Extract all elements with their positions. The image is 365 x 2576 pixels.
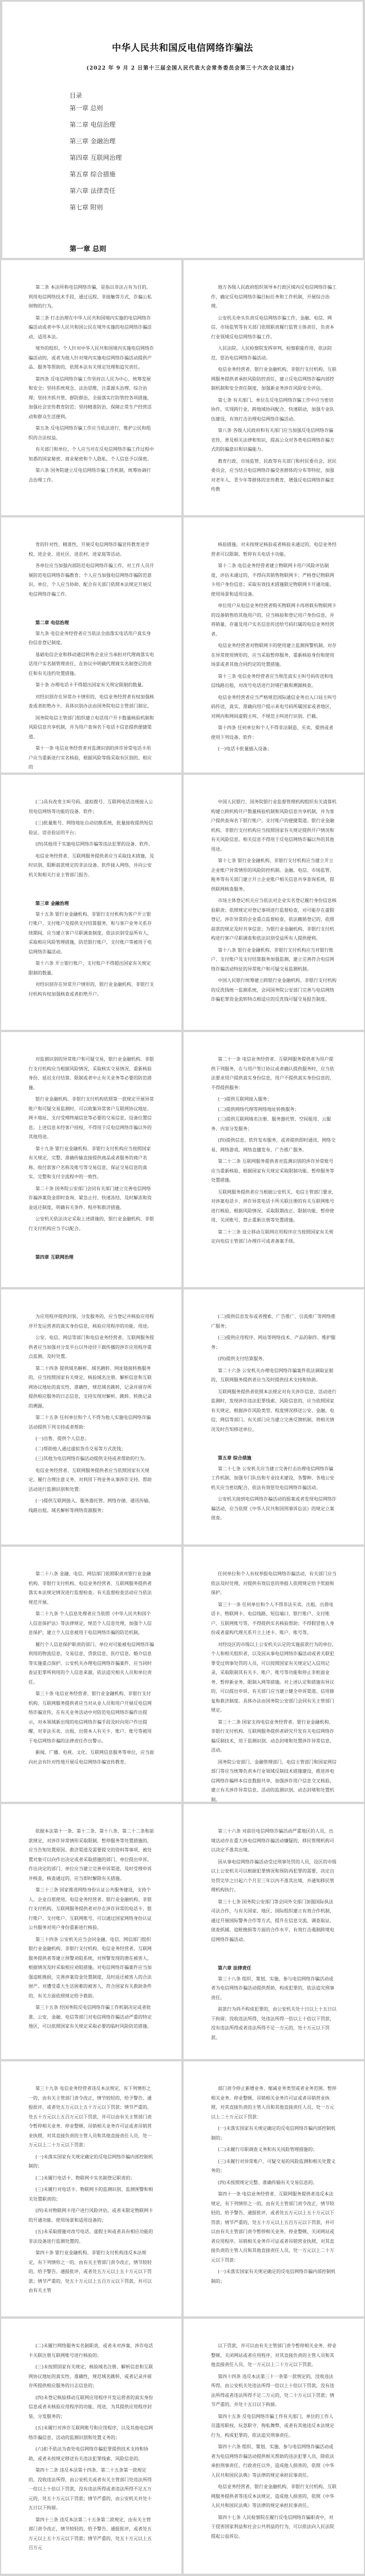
document-subtitle: (2022 年 9 月 2 日第十三届全国人民代表大会常务委员会第三十六次会议通过) bbox=[86, 66, 295, 71]
article-paragraph: (六)拒不依法为查处电信网络诈骗犯罪提供技术支持和协助，或者未按规定移送有关违法犯罪线索、风险信息的。 bbox=[29, 2446, 149, 2461]
chapter-heading: 第一章 总则 bbox=[70, 245, 107, 253]
article-paragraph: (五)未履行对涉诈互联网账号和应用程序，以及其他电信网络诈骗信息、活动的监测识别和处置义务的； bbox=[29, 2425, 153, 2440]
article-paragraph: (三)提供互联网域名注册、服务器托管、空间租用、云服务、内容分发服务； bbox=[211, 1117, 331, 1131]
article-paragraph: 对监测识别的异常账户和可疑交易，银行业金融机构、非银行支付机构应当根据风险情况，采取核实交易情况、重新核验身份、延迟支付结算、限制或者中止有关业务等必要的防范措施。 bbox=[29, 1057, 154, 1090]
article-paragraph: 前款行为尚不构成犯罪的，由公安机关处十日以上十五日以下拘留；没收违法所得，处违法所得一倍以上十倍以下罚款，没有违法所得或者违法所得不足一万元的，处十万元以下罚款。 bbox=[211, 2007, 336, 2040]
article-paragraph: 第四十三条 违反本法第二十五条第二款规定，由有关主管部门责令改正，情节较轻的，给予警告、通报批评，或者处五万元以上五十万元以下罚款；情节严重的，处五十万元以上五百万元 bbox=[29, 2517, 152, 2550]
article-paragraph: (二)未履行尽职调查义务和有关风险管理措施的； bbox=[218, 2147, 318, 2152]
article-paragraph: 第八条 各级人民政府和有关部门应当加强反电信网络诈骗宣传，普及相关法律和知识，提高公众对各类电信网络诈骗方式的防骗意识和识骗能力。 bbox=[211, 428, 334, 452]
article-paragraph: 第十四条 任何单位和个人不得非法制造、买卖、提供或者使用下列设备、软件： bbox=[211, 725, 334, 740]
article-paragraph: 电信业务经营者、银行业金融机构、非银行支付机构、互联网服务提供者等违反本法规定，造成他人损害的，依照《中华人民共和国民法典》等法律的规定承担民事责任。 bbox=[211, 2484, 336, 2508]
article-paragraph: (三)未按照国家有关规定，核验域名注册、解析信息和互联网协议地址的真实性、准确性，规范域名跳转，或者记录并留存所提供相应服务的日志信息的； bbox=[29, 2364, 153, 2388]
document-page bbox=[1, 517, 181, 773]
toc-item: 第二章 电信治理 bbox=[70, 121, 116, 128]
article-paragraph: 第十一条 电信业务经营者对监测识别的涉诈异常电话卡用户应当重新进行实名核验，根据风险等级采取有区别的、相应的 bbox=[29, 746, 152, 770]
article-paragraph: (二)未履行电话卡、物联网卡实名制登记职责的； bbox=[35, 2175, 135, 2181]
article-paragraph: 对经设区的市级以上公安机关认定的实施前款行为的单位、个人和相关组织者，以及因从事电信网络诈骗活动或者关联犯罪受过刑事处罚的人员，可以按照国家有关规定记入信用记录，采取限制其有关卡、账户、账号等功能和停止非柜面业务、暂停新业务、限制入网等措施。对上述认定和措施有异议的，可以提出申诉，有关部门应当建立健全申诉渠道、信用修复和救济制度。具体办法由国务院公安部门会同有关主管部门规定。 bbox=[211, 1641, 336, 1713]
article-paragraph: 第六条 国务院建立反电信网络诈骗工作机制，统筹协调打击治理工作。 bbox=[29, 468, 151, 483]
document-page bbox=[184, 1032, 364, 1287]
document-page bbox=[1, 1547, 181, 1802]
document-page bbox=[1, 2061, 181, 2316]
article-paragraph: 第十七条 银行业金融机构、非银行支付机构应当建立开立企业账户异常情形的风险防控机制。金融、电信、市场监管、税务等有关部门建立开立企业账户相关信息共享查询系统，提供联网核查服务。 bbox=[211, 858, 334, 892]
article-paragraph: 第三十二条 国家支持电信业务经营者、银行业金融机构、非银行支付机构、互联网服务提供者研究开发有关电信网络诈骗反制技术，用于监测识别、动态封堵和处置涉诈异常信息、活动。 bbox=[211, 1719, 334, 1753]
document-page bbox=[184, 1547, 364, 1802]
page-row bbox=[0, 2061, 365, 2316]
article-paragraph: 第十八条 银行业金融机构、非银行支付机构应当对银行账户、支付账户及支付结算服务加强监测，建立完善符合电信网络诈骗活动特征的异常账户和可疑交易监测机制。 bbox=[211, 947, 334, 972]
document-page bbox=[184, 1289, 364, 1544]
page-row bbox=[0, 1547, 365, 1802]
article-paragraph: 地方各级人民政府组织领导本行政区域内反电信网络诈骗工作，确定反电信网络诈骗目标任务和工作机制，开展综合治理。 bbox=[211, 285, 336, 309]
toc-item: 第三章 金融治理 bbox=[70, 138, 116, 145]
article-paragraph: 第二十二条 互联网服务提供者对监测识别的涉诈异常账号应当重新核验，根据国家有关规定采取限制功能、暂停服务等处置措施。 bbox=[211, 1159, 334, 1183]
document-page bbox=[1, 1032, 181, 1287]
article-paragraph: 有关部门和单位、个人应当对在反电信网络诈骗工作过程中知悉的国家秘密、商业秘密和个人隐私、个人信息予以保密。 bbox=[29, 447, 154, 462]
article-paragraph: 互联网服务提供者依照本法规定对有关涉诈信息、活动进行监测时，发现涉诈违法犯罪线索、风险信息的，应当依照国家有关规定，根据涉诈风险类型、程度情况移送公安、金融、电信、网信等部门。有关部门应当建立完善反馈机制，将相关情况及时告知移送单位。 bbox=[211, 1389, 336, 1432]
title-page bbox=[2, 2, 363, 258]
article-paragraph: 第三十条 电信业务经营者、银行业金融机构、非银行支付机构、互联网服务提供者应当对从业人员和用户开展反电信网络诈骗宣传，在有关业务活动中对防范电信网络诈骗作出提示，对本领域新出现的电信网络诈骗手段及时向用户作出提醒，对非法买卖、出租、出借本人有关卡、账户、账号等被用于电信网络诈骗的法律责任作出警示。 bbox=[29, 1691, 152, 1744]
article-paragraph: 第二十九条 个人信息处理者应当依照《中华人民共和国个人信息保护法》等法律规定，规范个人信息处理，加强个人信息保护，建立个人信息被用于电信网络诈骗的防范机制。 bbox=[29, 1611, 152, 1635]
article-paragraph: 第九条 电信业务经营者应当依法全面落实电话用户真实身份信息登记制度。 bbox=[29, 630, 151, 645]
article-paragraph: 育的针对性、精准性，开展反电信网络诈骗宣传教育进学校、进企业、进社区、进农村、进家庭等活动。 bbox=[29, 542, 149, 557]
chapter-heading: 第六章 法律责任 bbox=[218, 1966, 252, 1971]
article-paragraph: (四)提供支付结算服务。 bbox=[218, 1356, 267, 1361]
document-page bbox=[1, 1804, 181, 2059]
article-paragraph: (二)提供网络代理等网络地址转换服务； bbox=[218, 1106, 299, 1112]
article-paragraph: 第七条 有关部门、单位在反电信网络诈骗工作中应当密切协作，实现跨行业、跨地域协同配合、快速联动，加强专业队伍建设，有效打击治理电信网络诈骗活动。 bbox=[211, 397, 334, 422]
article-paragraph: 各单位应当加强内部防范电信网络诈骗工作，对工作人员开展防范电信网络诈骗教育；个人应当加强电信网络诈骗防范意识。单位、个人应当协助、配合有关部门依照本法规定开展反电信网络诈骗工作。 bbox=[29, 563, 154, 597]
article-paragraph: (四)未对物联网卡用户进行风险评估，或者未限定物联网卡的开通功能、使用场景和适用设备的； bbox=[29, 2208, 153, 2223]
page-row bbox=[0, 2319, 365, 2574]
article-paragraph: (一)未落实国家有关规定确定的反电信网络诈骗内部控制机制的； bbox=[29, 2154, 153, 2169]
article-paragraph: (一)未落实国家有关规定确定的反电信网络诈骗内部控制机制的； bbox=[211, 2269, 336, 2284]
document-page bbox=[184, 2319, 364, 2574]
article-paragraph: 第二十七条 公安机关应当建立完善打击治理电信网络诈骗工作机制，加强专门队伍和专业技术建设，各警种、各地公安机关应当密切配合，依法有效惩处电信网络诈骗活动。 bbox=[211, 1466, 334, 1490]
article-paragraph: 电信业务经营者应当严格规范国际通信业务出入口局主叫号码传送，真实、准确向用户提示来电号码所属国家或者地区，对网内和网间虚假主叫、不规范主叫进行识别、拦截。 bbox=[211, 694, 336, 719]
article-paragraph: 履行个人信息保护职责的部门、单位对可能被电信网络诈骗利用的物流信息、交易信息、贷款信息、医疗信息、婚介信息等实施重点保护。公安机关办理电信网络诈骗案件，应当同时查证犯罪所利用的个人信息来源，依法追究相关人员和单位责任。 bbox=[29, 1641, 154, 1685]
article-paragraph: 因从事电信网络诈骗活动受过刑事处罚的人员，设区的市级以上公安机关可以根据犯罪情况和预防再犯罪的需要，决定自处罚完毕之日起六个月至三年以内不准其出境，并通知移民管理机构执行。 bbox=[211, 1859, 336, 1892]
document-page bbox=[1, 260, 181, 515]
article-paragraph: 公安、电信、网信等部门和电信业务经营者、互联网服务提供者应当加强对分发平台以外途径下载传播的涉诈应用程序重点监测、及时处置。 bbox=[29, 1335, 154, 1359]
article-paragraph: 第十三条 电信业务经营者应当规范真实主叫号码传送和电信线路出租，对改号电话进行封堵拦截和溯源核查。 bbox=[211, 673, 334, 688]
article-paragraph: 第三十四条 公安机关应当会同金融、电信、网信部门组织银行业金融机构、非银行支付机构、电信业务经营者、互联网服务提供者等建立预警劝阻系统，对预警发现的潜在被害人，根据情况及时采取相应劝阻措施。对电信网络诈骗案件应当加强追赃挽损，完善涉案资金处置制度，及时返还被害人的合法财产。对遭受重大生活困难的被害人，符合国家有关救助条件的，有关方面依照规定给予救助。 bbox=[29, 1936, 152, 1999]
page-row bbox=[0, 1289, 365, 1544]
article-paragraph: 电信业务经营者、互联网服务提供者应当依照国家有关规定，履行合理注意义务，对利用下列业务从事涉诈支持、帮助活动进行监测识别和处置： bbox=[29, 1467, 152, 1492]
article-paragraph: 第十条 办理电话卡不得超出国家有关规定限制的数量。 bbox=[35, 682, 147, 688]
article-paragraph: 对经识别存在异常办卡情形的，电信业务经营者有权加强核查或者拒绝办卡。具体识别办法由国务院电信主管部门制定。 bbox=[29, 694, 154, 709]
article-paragraph: 第三十七条 国务院公安部门等会同外交部门加强国际执法司法合作，与有关国家、地区、国际组织建立有效合作机制，通过开展国际警务合作等方式，提升在信息交流、调查取证、侦查抓捕、追赃挽损等方面的合作水平，有效打击遏制跨境电信网络诈骗活动。 bbox=[211, 1899, 334, 1942]
article-paragraph: (三)其他为电信网络诈骗活动提供支持或者帮助的行为。 bbox=[35, 1456, 149, 1461]
article-paragraph: 国务院公安部门、金融管理部门、电信主管部门和国家网信部门等应当统筹负责本行业领域反制技术措施建设，推进涉电信网络诈骗样本信息数据共享，加强涉诈用户信息交叉核验，建立有关涉诈异常信息、活动的监测识别、动态封堵和处置机制。 bbox=[211, 1759, 336, 1802]
toc-item: 第七章 附则 bbox=[70, 204, 103, 211]
article-paragraph: (二)帮助他人通过虚拟货币交易等方式洗钱； bbox=[35, 1446, 126, 1451]
article-paragraph: 依据本法第十一条、第十二条、第十八条、第二十二条和前款规定，对涉诈异常情形采取限制、暂停服务等处置措施的，应当告知处置原因、救济渠道及需要提交的资料等事项，被处置对象可以向作出决定或者采取措施的部门、单位提出申诉。作出决定的部门、单位应当建立完善申诉渠道，及时受理申诉并核查，核查通过的，应当即时解除有关措施。 bbox=[29, 1829, 154, 1881]
document-page bbox=[184, 260, 364, 515]
document-page bbox=[184, 2061, 364, 2316]
article-paragraph: 第二十六条 公安机关办理电信网络诈骗案件依法调取证据的，互联网服务提供者应当及时提供技术支持和协助。 bbox=[211, 1368, 334, 1382]
article-paragraph: 基础电信企业和移动通信转售企业应当承担对代理商落实电话用户实名制管理责任，在协议中明确代理商实名制登记的责任和有关违约处置措施。 bbox=[29, 652, 154, 676]
table-of-contents bbox=[70, 91, 122, 220]
document-page bbox=[184, 775, 364, 1030]
article-paragraph: 以下罚款，并可以由有关主管部门责令暂停相关业务、停业整顿、关闭网站或者应用程序，对其直接负责的主管人员和其他直接责任人员，处一万元以上二十万元以下罚款。 bbox=[211, 2343, 336, 2367]
article-paragraph: 公安机关接到电信网络诈骗活动的报案或者发现电信网络诈骗活动，应当依照《中华人民共和国刑事诉讼法》的规定立案侦查。 bbox=[211, 1497, 336, 1520]
toc-item: 第五章 综合措施 bbox=[70, 171, 116, 178]
document-page bbox=[184, 517, 364, 773]
article-paragraph: 市场主体登记机关应当依法对企业实名登记履行身份信息核验职责；依照规定对登记事项进行监督检查，对可能存在虚假登记、涉诈异常的企业重点监督检查，依法撤销登记的，依照前款的规定及时共享信息；为银行业金融机构、非银行支付机构进行客户尽职调查和依法识别受益所有人提供便利。 bbox=[211, 898, 336, 941]
article-paragraph: (三)提供应用程序、网站等网络技术、产品的制作、维护服务； bbox=[211, 1335, 336, 1350]
toc-item: 第四章 互联网治理 bbox=[70, 154, 122, 161]
article-paragraph: (四)未按照规定完整、准确传输有关交易信息的。 bbox=[218, 2179, 318, 2185]
document-page bbox=[1, 2319, 181, 2574]
article-paragraph: 公安机关依法决定采取上述措施的，银行业金融机构、非银行支付机构应当予以配合。 bbox=[29, 1216, 154, 1231]
chapter-heading: 第三章 金融治理 bbox=[35, 901, 69, 906]
article-paragraph: 第二十四条 提供域名解析、域名跳转、网址链接转换服务的，应当按照国家有关规定，核验域名注册、解析信息和互联网协议地址的真实性、准确性，规范域名跳转，记录并留存所提供相应服务的日志信息，支持实现对解析、跳转、转换记录的溯源。 bbox=[29, 1365, 152, 1409]
toc-item: 第一章 总则 bbox=[70, 104, 103, 112]
article-paragraph: 第四十六条 组织、策划、实施、参与电信网络诈骗活动或者为电信网络诈骗活动提供相关帮助的违法犯罪人员，除依法承担刑事责任、行政责任以外，造成他人损害的，依照《中华人民共和国民法典》等法律的规定承担民事责任。 bbox=[211, 2444, 334, 2478]
article-paragraph: 电信业务经营者对物联网卡的使用建立监测预警机制。对存在异常使用情形的，应当采取暂停服务、重新核验身份和使用场景或者其他合同约定的处置措施。 bbox=[211, 643, 336, 667]
article-paragraph: (一)未落实国家有关规定确定的反电信网络诈骗内部控制机制的； bbox=[211, 2126, 336, 2141]
article-paragraph: 第四十五条 反电信网络诈骗工作有关部门、单位的工作人员滥用职权、玩忽职守、徇私舞弊，或者有其他违反本法规定行为，构成犯罪的，依法追究刑事责任。 bbox=[211, 2413, 334, 2438]
toc-heading: 目录 bbox=[70, 92, 82, 99]
document-title: 中华人民共和国反电信网络诈骗法 bbox=[112, 42, 253, 53]
page-row bbox=[0, 1804, 365, 2059]
article-paragraph: 中国人民银行、国务院银行业监督管理机构组织有关清算机构建立跨机构开户数量核验机制和风险信息共享机制，并为客户提供查询名下银行账户、支付账户的便捷渠道。银行业金融机构、非银行支付机构应当按照国家有关规定提供开户情况和有关风险信息。相关信息不得用于反电信网络诈骗以外的其他用途。 bbox=[211, 799, 336, 852]
article-paragraph: 教育行政、市场监管、民政等有关部门和村民委员会、居民委员会，应当结合电信网络诈骗受害群体的分布等特征，加强对老年人、青少年等群体的宣传教育，增强反电信网络诈骗宣传教 bbox=[211, 458, 336, 492]
article-paragraph: 核验措施。对未按规定核验或者核验未通过的，电信业务经营者可以限制、暂停有关电话卡功能。 bbox=[211, 542, 336, 557]
article-paragraph: 第二十条 国务院公安部门会同有关部门建立完善电信网络诈骗涉案资金即时查询、紧急止付、快速冻结、及时解冻和资金返还制度，明确有关条件、程序和救济措施。 bbox=[29, 1186, 152, 1210]
article-paragraph: 第十六条 开立银行账户、支付账户不得超出国家有关规定限制的数量。 bbox=[29, 961, 151, 976]
article-paragraph: 第三十五条 经国务院反电信网络诈骗工作机制决定或者批准，公安、金融、电信等部门对电信网络诈骗活动严重的特定地区，可以依照国家有关规定采取必要的临时风险防范措施。 bbox=[29, 2005, 152, 2029]
article-paragraph: (一)提供互联网接入、服务器托管、网络存储、通讯传输、线路出租、域名解析等网络资源服务； bbox=[29, 1498, 153, 1513]
article-paragraph: (四)未登记核验移动互联网应用程序开发运营者的真实身份信息或者未核验应用程序的功能、用途，为其提供应用程序封装、分发服务的； bbox=[29, 2395, 153, 2419]
article-paragraph: 第三十一条 任何单位和个人不得非法买卖、出租、出借电话卡、物联网卡、电信线路、短信端口、银行账户、支付账户、互联网账号等，不得提供实名核验帮助；不得假冒他人身份或者虚构代理关系开立上述卡、账户、账号等。 bbox=[211, 1602, 334, 1635]
article-paragraph: 对经识别存在异常开户情形的，银行业金融机构、非银行支付机构有权加强核查或者拒绝开户。 bbox=[29, 982, 154, 997]
article-paragraph: (四)提供信息、软件发布服务，或者提供即时通讯、网络交易、网络游戏、网络直播发布、广告推广服务。 bbox=[211, 1138, 336, 1152]
article-paragraph: 第四条 反电信网络诈骗工作坚持以人民为中心，统筹发展和安全；坚持系统观念、法治思维，注重源头治理、综合治理；坚持齐抓共管、群防群治，全面落实打防管控各项措施，加强社会宣传教育防范；坚持精准防治，保障正常生产经营活动和群众生活便利。 bbox=[29, 376, 152, 419]
article-paragraph: 任何单位和个人有权举报电信网络诈骗活动，有关部门应当依法及时处理，对提供有效信息的举报人依照规定给予奖励和保护。 bbox=[211, 1571, 336, 1595]
page-row bbox=[0, 775, 365, 1030]
article-paragraph: 第三条 打击治理在中华人民共和国境内实施的电信网络诈骗活动或者中华人民共和国公民在境外实施的电信网络诈骗活动，适用本法。 bbox=[29, 315, 152, 339]
article-paragraph: 人民法院、人民检察院发挥审判、检察职能作用，依法防范、惩治电信网络诈骗活动。 bbox=[211, 346, 332, 361]
article-paragraph: (二)未履行网络服务实名制职责，或者未对涉案、涉诈电话卡关联注册互联网账号进行核验的； bbox=[29, 2343, 153, 2358]
article-paragraph: 第四十一条 电信业务经营者、互联网服务提供者违反本法规定，有下列情形之一的，由有关主管部门责令改正，情节较轻的，给予警告、通报批评，或者处五万元以上五十万元以下罚款；情节严重的，处五十万元以上五百万元以下罚款，并可以由有关主管部门责令暂停相关业务、停业整顿、关闭网站或者应用程序、吊销相关业务许可证或者吊销营业执照，对其直接负责的主管人员和其他直接责任人员，处一万元以上二十万元以下罚款： bbox=[211, 2191, 334, 2263]
article-paragraph: 为应用程序提供封装、分发服务的，应当登记并核验应用程序开发运营者的真实身份信息，核验应用程序的功能、用途。 bbox=[29, 1314, 154, 1329]
article-paragraph: (三)未履行对电话卡、物联网卡的监测识别、监测预警和相关处置职责的； bbox=[29, 2187, 153, 2202]
article-paragraph: (一)电话卡批量插入设备； bbox=[218, 746, 272, 751]
document-pages bbox=[0, 260, 365, 2576]
toc-item: 第六章 法律责任 bbox=[70, 187, 116, 195]
article-paragraph: 部门责令停止新增业务、缩减业务类型或者业务范围、暂停相关业务、停业整顿、吊销相关业务许可证或者吊销营业执照，对其直接负责的主管人员和其他直接责任人员，处一万元以上二十万元以下罚款： bbox=[211, 2086, 336, 2120]
article-paragraph: 第十九条 银行业金融机构、非银行支付机构应当按照国家有关规定，完整、准确传输直接提供商品或者服务的商户名称、收付款客户名称及账号等交易信息，保证交易信息的真实、完整和支付全流程中的一致性。 bbox=[29, 1146, 151, 1179]
article-paragraph: 第二十三条 设立移动互联网应用程序应当按照国家有关规定向电信主管部门办理许可或者备案手续。 bbox=[211, 1229, 334, 1244]
document-page bbox=[1, 1289, 181, 1544]
article-paragraph: 互联网服务提供者应当根据公安机关、电信主管部门要求，对涉案电话卡、涉诈异常电话卡所关联注册的有关互联网账号进行核验，根据风险情况，采取限期改正、限制功能、暂停使用、关闭账号、禁止重新注册等处置措施。 bbox=[211, 1189, 336, 1223]
article-paragraph: 第十二条 电信业务经营者建立物联网卡用户风险评估制度，评估未通过的，不得向其销售物联网卡；严格登记物联网卡用户身份信息；采取有效技术措施限定物联网卡开通功能、使用场景和适用设备。 bbox=[211, 563, 334, 597]
article-paragraph: 第三十九条 电信业务经营者违反本法规定，有下列情形之一的，由有关主管部门责令改正，情节较轻的，给予警告、通报批评，或者处五万元以上五十万元以下罚款；情节严重的，处五十万元以上五百万元以下罚款，并可以由有关主管部门责令暂停相关业务、停业整顿、吊销相关业务许可证或者吊销营业执照，对其直接负责的主管人员和其他直接责任人员，处一万元以上二十万元以下罚款： bbox=[29, 2086, 152, 2148]
page-row bbox=[0, 517, 365, 773]
article-paragraph: 第二十八条 金融、电信、网信部门依照职责对银行业金融机构、非银行支付机构、电信业务经营者、互联网服务提供者落实本法规定情况进行监督检查。有关监督检查活动应当依法规范开展。 bbox=[29, 1571, 152, 1605]
article-paragraph: 第二十一条 电信业务经营者、互联网服务提供者为用户提供下列服务，在与用户签订协议或者确认提供服务时，应当依法要求用户提供真实身份信息，用户不提供真实身份信息的，不得提供服务： bbox=[211, 1057, 334, 1090]
document-page bbox=[184, 1804, 364, 2059]
article-paragraph: 第三十三条 国家推进网络身份认证公共服务建设，支持个人、企业自愿使用，电信业务经营者、银行业金融机构、非银行支付机构、互联网服务提供者对存在涉诈异常的电话卡、银行账户、支付账户、互联网账号，可以通过国家网络身份认证公共服务对用户身份重新进行核验。 bbox=[29, 1887, 152, 1930]
article-paragraph: 第十五条 银行业金融机构、非银行支付机构为客户开立银行账户、支付账户及提供支付结算服务，和与客户业务关系存续期间，应当建立客户尽职调查制度，依法识别受益所有人，采取相应风险管理措施，防范银行账户、支付账户等被用于电信网络诈骗活动。 bbox=[29, 911, 152, 955]
article-paragraph: 第三十六条 对前往电信网络诈骗活动严重地区的人员，出境活动存在重大涉电信网络诈骗活动嫌疑的，移民管理机构可以决定不准其出境。 bbox=[211, 1829, 334, 1853]
article-paragraph: 第三十八条 组织、策划、实施、参与电信网络诈骗活动或者为电信网络诈骗活动提供帮助，构成犯罪的，依法追究刑事责任。 bbox=[211, 1976, 334, 2000]
article-paragraph: (一)出售、提供个人信息； bbox=[35, 1436, 90, 1441]
article-paragraph: (五)未采取措施对改号电话、虚假主叫或者具有相应功能的非法设备进行监测处置的。 bbox=[29, 2229, 153, 2244]
article-paragraph: 新闻、广播、电视、文化、互联网信息服务等单位，应当面向社会有针对性地开展反电信网络诈骗宣传教育。 bbox=[29, 1750, 154, 1765]
article-paragraph: (三)批量账号、网络地址自动切换系统，批量接收提供短信验证、语音验证的平台； bbox=[29, 820, 153, 835]
article-paragraph: 第四十七条 人民检察院在履行反电信网络诈骗职责中，对于侵害国家利益和社会公共利益的行为，可以依法向人民法院提起公益诉讼。 bbox=[211, 2514, 334, 2539]
article-paragraph: 电信业务经营者、银行业金融机构、非银行支付机构、互联网服务提供者承担风险防控责任，建立反电信网络诈骗内部控制机制和安全责任制度，加强新业务涉诈风险安全评估。 bbox=[211, 367, 336, 391]
article-paragraph: 第二十五条 任何单位和个人不得为他人实施电信网络诈骗活动提供下列支持或者帮助： bbox=[29, 1415, 151, 1430]
article-paragraph: 第五条 反电信网络诈骗工作应当依法进行，维护公民和组织的合法权益。 bbox=[29, 426, 151, 440]
article-paragraph: (二)提供信息发布或者搜索、广告推广、引流推广等网络推广服务； bbox=[211, 1314, 336, 1329]
article-paragraph: 境外的组织、个人针对中华人民共和国境内实施电信网络诈骗活动的，或者为他人针对境内实施电信网络诈骗活动提供产品、服务等帮助的，依照本法有关规定处理和追究责任。 bbox=[29, 346, 154, 370]
article-paragraph: 电信业务经营者、互联网服务提供者应当采取技术措施，及时识别、阻断前款规定的非法设备、软件接入网络，并向公安机关和相关行业主管部门报告。 bbox=[29, 853, 154, 877]
article-paragraph: 国务院电信主管部门组织建立电话用户开卡数量核验机制和风险信息共享机制，并为用户查询名下电话卡信息提供便捷渠道。 bbox=[29, 715, 154, 739]
article-paragraph: 中国人民银行统筹建立跨银行业金融机构、非银行支付机构的反洗钱统一监测系统，会同国务院公安部门完善与电信网络诈骗犯罪资金流转特点相适应的反洗钱可疑交易报告制度。 bbox=[211, 978, 336, 1002]
document-page bbox=[1, 775, 181, 1030]
chapter-heading: 第二章 电信治理 bbox=[35, 620, 69, 625]
page-row bbox=[0, 1032, 365, 1287]
article-paragraph: 银行业金融机构、非银行支付机构依照第一款规定开展异常账户和可疑交易监测时，可以收集异常客户互联网协议地址、网卡地址、支付受理终端信息等必要的交易信息、设备位置信息。上述信息未经客户授权，不得用于反电信网络诈骗以外的其他用途。 bbox=[29, 1097, 154, 1139]
article-paragraph: 公安机关牵头负责反电信网络诈骗工作，金融、电信、网信、市场监管等有关部门依照职责履行监管主体责任，负责本行业领域反电信网络诈骗工作。 bbox=[211, 315, 334, 339]
article-paragraph: (四)其他用于实施电信网络诈骗等违法犯罪的设备、软件。 bbox=[35, 842, 153, 847]
article-paragraph: (三)未履行对异常账户、可疑交易的风险监测和相关处置义务的； bbox=[211, 2158, 336, 2173]
article-paragraph: 单位用户从电信业务经营者购买物联网卡再将载有物联网卡的设备销售给其他用户的，应当核验和登记用户身份信息，并将销量、存量及用户实名信息传送给号码归属的电信业务经营者。 bbox=[211, 603, 336, 637]
article-paragraph: 第二条 本法所称电信网络诈骗，是指以非法占有为目的，利用电信网络技术手段，通过远程、非接触等方式，诈骗公私财物的行为。 bbox=[29, 285, 152, 309]
page-row bbox=[0, 260, 365, 515]
article-paragraph: (一)提供互联网接入服务； bbox=[218, 1097, 272, 1102]
chapter-heading: 第五章 综合措施 bbox=[218, 1455, 252, 1461]
article-paragraph: 第四十四条 违反本法第三十一条第一款规定的，没收违法所得，由公安机关处违法所得一倍以上十倍以下罚款，没有违法所得或者违法所得不足二万元的，处二十万元以下罚款；情节严重的，并处十五日以下拘留。 bbox=[211, 2373, 334, 2407]
article-paragraph: 第四十二条 违反本法第十四条、第二十五条第一款规定的，没收违法所得，由公安机关或者有关主管部门处违法所得一倍以上十倍以下罚款，没有违法所得或者违法所得不足五万元的，处五十万元以下罚款；情节严重的，由公安机关并处十五日以下拘留。 bbox=[29, 2468, 152, 2510]
article-paragraph: (二)具有改变主叫号码、虚拟拨号、互联网电话违规接入公用电信网络等功能的设备、软件； bbox=[29, 799, 153, 814]
article-paragraph: 第四十条 银行业金融机构、非银行支付机构违反本法规定，有下列情形之一的，由有关主管部门责令改正，情节较轻的，给予警告、通报批评，或者处五万元以上五十万元以下罚款；情节严重的，处五十万元以上五百万元以下罚款，并可以由有关主管 bbox=[29, 2250, 152, 2293]
chapter-heading: 第四章 互联网治理 bbox=[35, 1255, 74, 1260]
